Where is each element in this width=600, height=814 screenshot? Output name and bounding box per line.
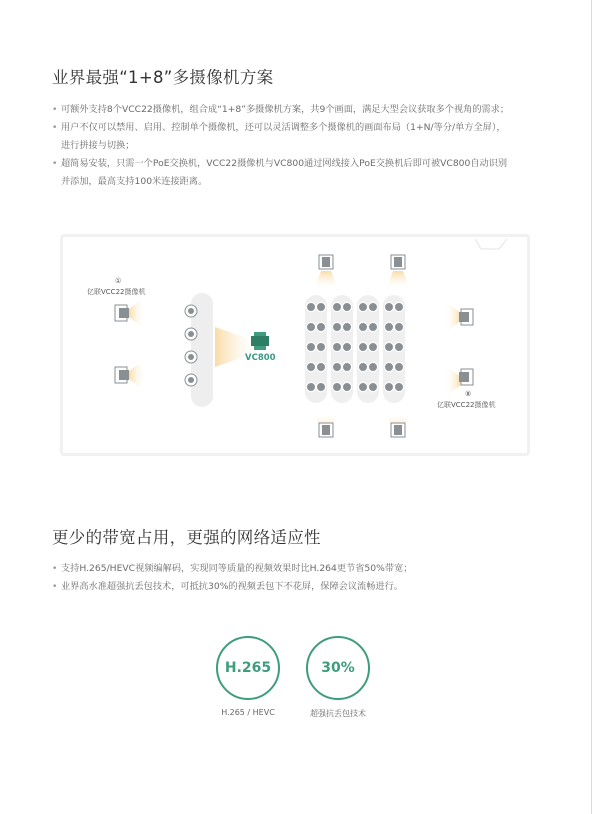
seat-icon xyxy=(394,302,403,311)
seat-icon xyxy=(368,322,377,331)
seat-icon xyxy=(316,302,325,311)
seat-icon xyxy=(332,382,341,391)
seat-icon xyxy=(332,362,341,371)
seat-icon xyxy=(358,342,367,351)
packet-loss-caption: 超强抗丢包技术 xyxy=(310,709,366,718)
seat-icon xyxy=(306,322,315,331)
seat-icon xyxy=(342,362,351,371)
packet-loss-badge: 30% xyxy=(306,636,370,700)
seat-icon xyxy=(332,322,341,331)
seat-icon xyxy=(358,362,367,371)
camera-icon xyxy=(115,361,143,389)
right-camera-label: 亿联VCC22摄像机 xyxy=(437,401,496,409)
seat-icon xyxy=(342,382,351,391)
seat-icon xyxy=(368,382,377,391)
seat-icon xyxy=(332,302,341,311)
seat-icon xyxy=(306,302,315,311)
seat-icon xyxy=(316,342,325,351)
seat-icon xyxy=(368,302,377,311)
bullet: • 业界高水准超强抗丢包技术，可抵抗30%的视频丢包下不花屏，保障会议流畅进行。 xyxy=(52,578,412,596)
seat-icon xyxy=(342,322,351,331)
seat-icon xyxy=(332,342,341,351)
h265-caption: H.265 / HEVC xyxy=(221,708,275,717)
seat-icon xyxy=(342,342,351,351)
seat-icon xyxy=(394,382,403,391)
seat-icon xyxy=(394,362,403,371)
camera-icon xyxy=(115,299,143,327)
diagram-graphic xyxy=(63,237,527,453)
seat-icon xyxy=(368,342,377,351)
vc800-label: VC800 xyxy=(245,353,276,363)
camera-icon xyxy=(387,415,409,437)
section1-title: 业界最强“1+8”多摄像机方案 xyxy=(52,68,274,87)
camera-icon xyxy=(315,415,337,437)
right-camera-marker: ⑧ xyxy=(465,390,472,398)
seat-icon xyxy=(394,322,403,331)
seat-icon xyxy=(316,382,325,391)
left-camera-label: 亿联VCC22摄像机 xyxy=(87,288,146,296)
seat-icon xyxy=(368,362,377,371)
camera-icon xyxy=(447,303,473,331)
seat-icon xyxy=(384,302,393,311)
section2-bullets xyxy=(52,560,412,596)
h265-badge: H.265 xyxy=(216,636,280,700)
seat-icon xyxy=(394,342,403,351)
seat-icon xyxy=(306,342,315,351)
camera-icon xyxy=(387,255,409,287)
bullet-continuation: 进行拼接与切换； xyxy=(61,140,135,151)
bullet: • 超简易安装，只需一个PoE交换机，VCC22摄像机与VC800通过网线接入PoE交换机后即可被VC800自动识别 xyxy=(52,155,509,173)
bullet: • 用户不仅可以禁用、启用、控制单个摄像机，还可以灵活调整多个摄像机的画面布局（1+N/等分/单方全屏）， xyxy=(52,119,509,137)
seat-icon xyxy=(384,382,393,391)
seat-icon xyxy=(384,362,393,371)
section2-title: 更少的带宽占用，更强的网络适应性 xyxy=(52,528,321,547)
bullet: • 可额外支持8个VCC22摄像机，组合成“1+8”多摄像机方案，共9个画面，满足大型会议获取多个视角的需求； xyxy=(52,101,509,119)
seat-icon xyxy=(306,382,315,391)
seat-icon xyxy=(358,382,367,391)
seat-icon xyxy=(316,362,325,371)
left-camera-marker: ① xyxy=(115,277,122,285)
seat-icon xyxy=(384,342,393,351)
seat-icon xyxy=(306,362,315,371)
seat-icon xyxy=(316,322,325,331)
camera-icon xyxy=(315,255,337,287)
seat-icon xyxy=(342,302,351,311)
camera-layout-diagram xyxy=(60,234,530,456)
seat-icon xyxy=(358,322,367,331)
section1-bullets xyxy=(52,101,509,191)
bullet-continuation: 并添加，最高支持100米连接距离。 xyxy=(61,176,208,187)
bullet: • 支持H.265/HEVC视频编解码，实现同等质量的视频效果时比H.264更节省50%带宽； xyxy=(52,560,412,578)
seat-icon xyxy=(384,322,393,331)
seat-icon xyxy=(358,302,367,311)
